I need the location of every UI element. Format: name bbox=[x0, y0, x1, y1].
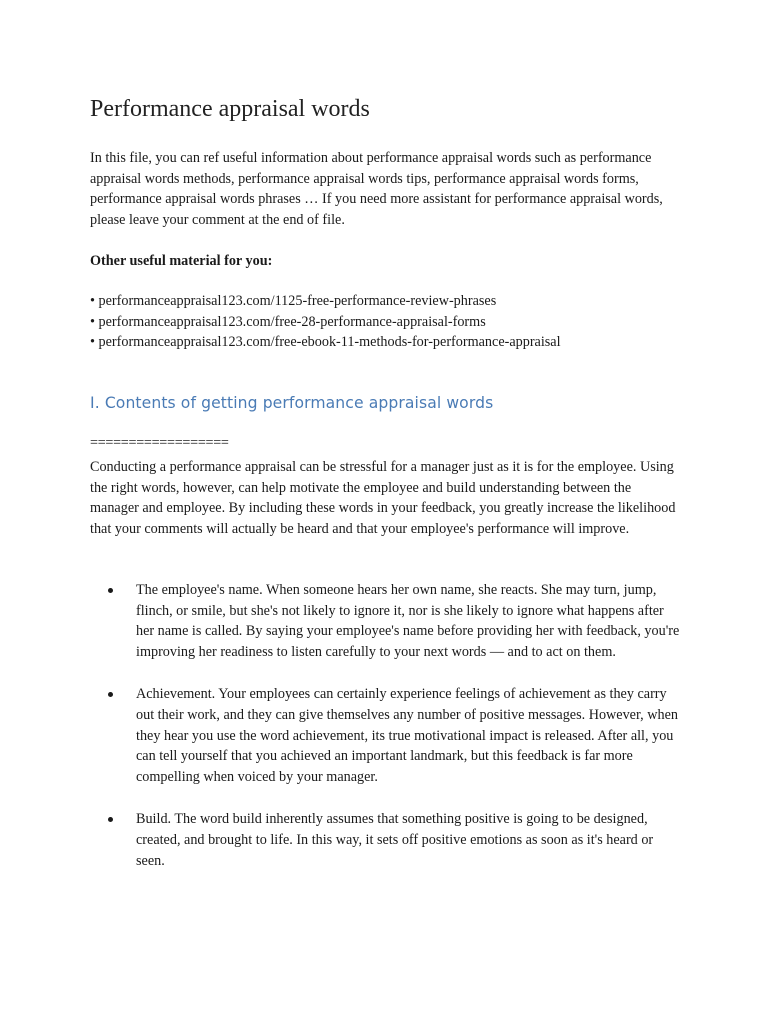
material-link[interactable]: • performanceappraisal123.com/free-28-performance-appraisal-forms bbox=[90, 312, 561, 333]
material-link-list bbox=[90, 291, 561, 353]
bullet-icon bbox=[108, 588, 113, 593]
word-bullet-list bbox=[136, 580, 684, 893]
material-link[interactable]: • performanceappraisal123.com/free-ebook-11-methods-for-performance-appraisal bbox=[90, 332, 561, 353]
bullet-icon bbox=[108, 817, 113, 822]
list-item-text: The employee's name. When someone hears her own name, she reacts. She may turn, jump, flinch, or smile, but she's not likely to ignore it, nor is she likely to ignore what happens after her name is called. By saying your employee's name before providing her with feedback, you're improving her readiness to listen carefully to your next words — and to act on them. bbox=[136, 582, 680, 660]
list-item-text: Build. The word build inherently assumes that something positive is going to be designed, created, and brought to life. In this way, it sets off positive emotions as soon as it's heard or seen. bbox=[136, 811, 654, 869]
material-link[interactable]: • performanceappraisal123.com/1125-free-performance-review-phrases bbox=[90, 291, 561, 312]
list-item bbox=[136, 684, 684, 787]
other-material-heading: Other useful material for you: bbox=[90, 253, 273, 269]
separator-rule: ================== bbox=[90, 435, 229, 451]
page-title: Performance appraisal words bbox=[90, 96, 370, 122]
section-heading: I. Contents of getting performance appraisal words bbox=[90, 394, 494, 412]
bullet-icon bbox=[108, 692, 113, 697]
intro-paragraph: In this file, you can ref useful information about performance appraisal words such as performance appraisal words methods, performance appraisal words tips, performance appraisal words forms, performance appraisal words phrases … If you need more assistant for performance appraisal words, please leave your comment at the end of file. bbox=[90, 150, 663, 228]
list-item bbox=[136, 809, 684, 871]
list-item bbox=[136, 580, 684, 662]
list-item-text: Achievement. Your employees can certainly experience feelings of achievement as they carry out their work, and they can give themselves any number of positive messages. However, when they hear you use the word achievement, its true motivational impact is released. After all, you can tell yourself that you achieved an important landmark, but this feedback is far more compelling when voiced by your manager. bbox=[136, 686, 678, 785]
body-paragraph: Conducting a performance appraisal can be stressful for a manager just as it is for the employee. Using the right words, however, can help motivate the employee and build understanding between the manager and employee. By including these words in your feedback, you greatly increase the likelihood that your comments will actually be heard and that your employee's performance will improve. bbox=[90, 459, 676, 537]
